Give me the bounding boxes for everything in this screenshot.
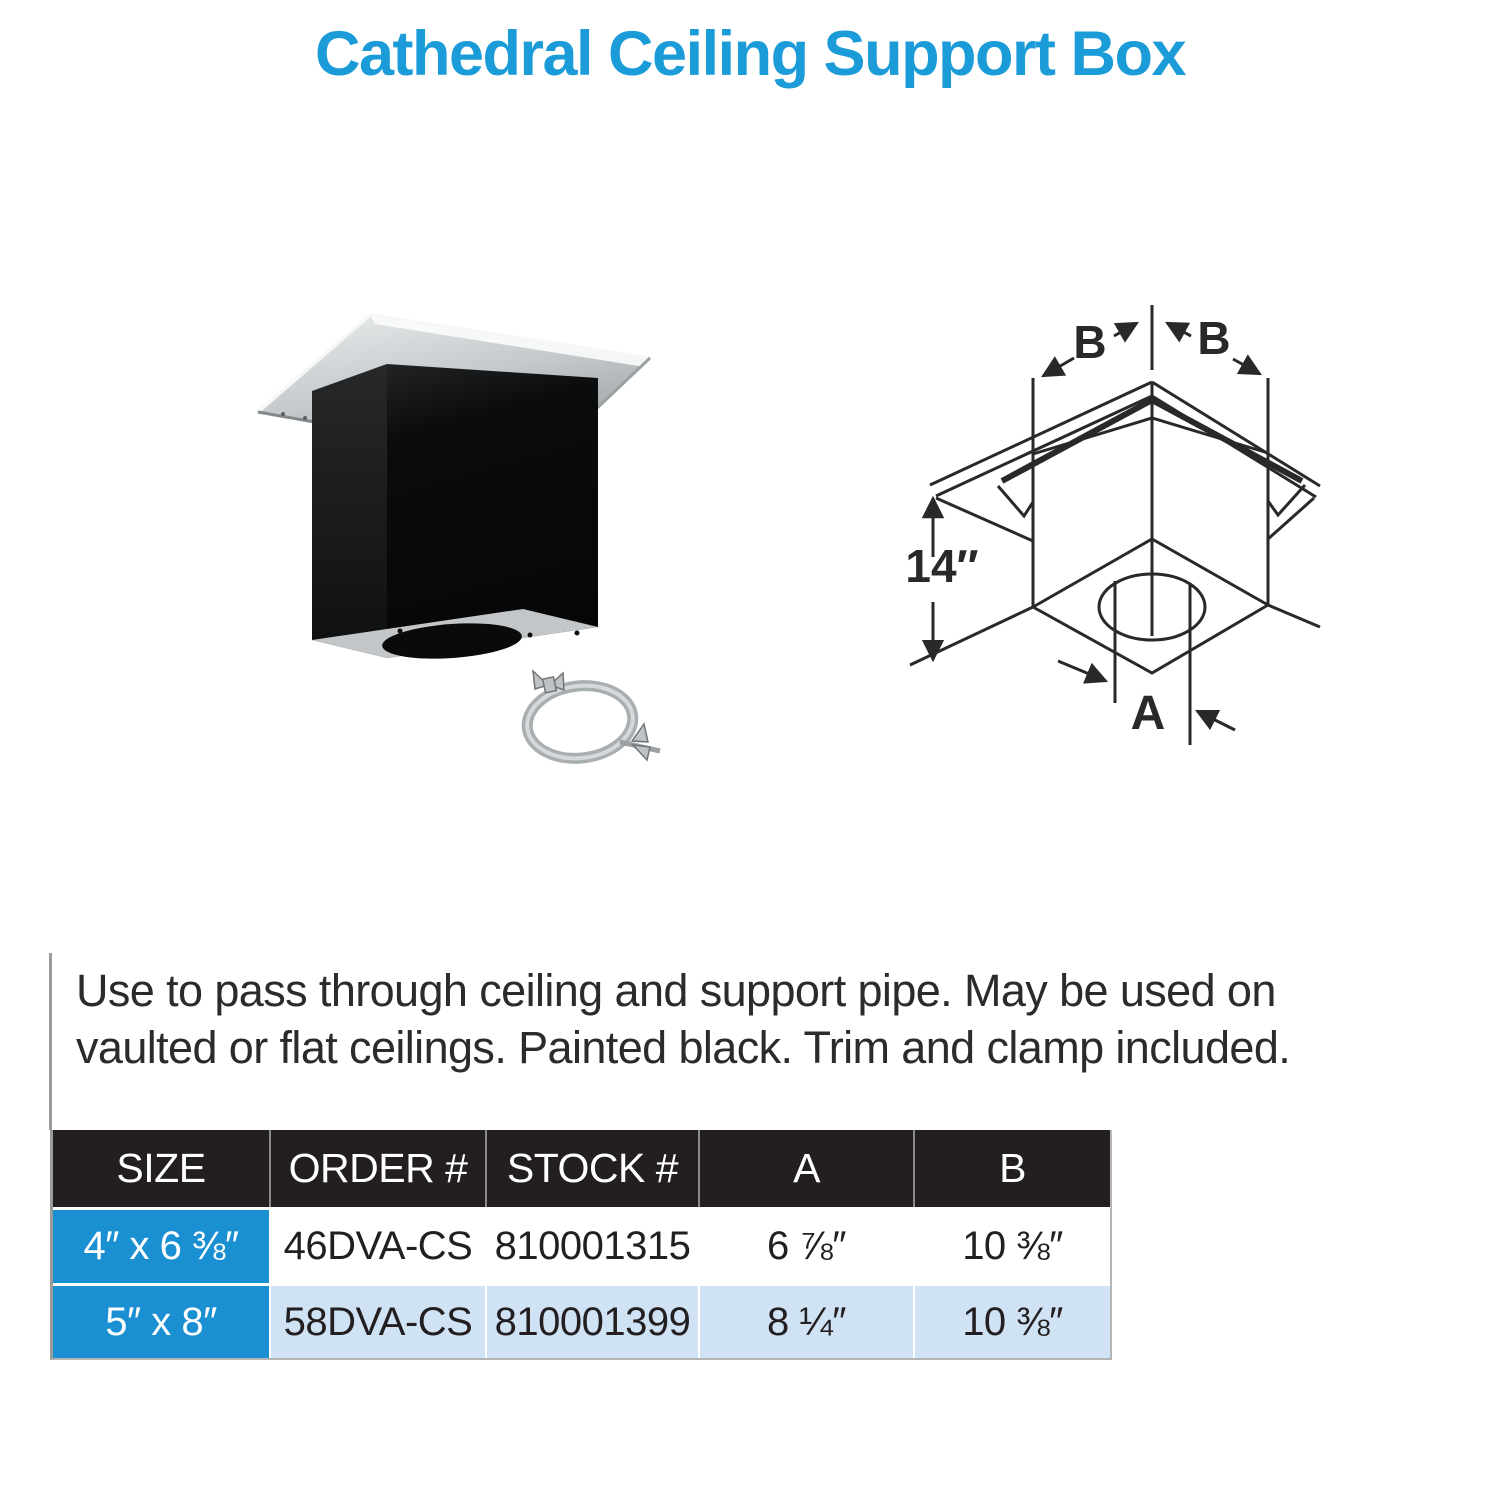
box-left-face (312, 364, 387, 658)
plate-screw (303, 416, 307, 420)
table-cell-size: 4″ x 6 ⅜″ (53, 1207, 269, 1283)
support-box-photo-illustration (230, 290, 710, 790)
dim-a-arrow-right (1197, 711, 1235, 730)
pipe-clamp (523, 671, 660, 764)
dimension-diagram (890, 270, 1330, 770)
product-description (52, 962, 1290, 1076)
table-cell-b: 10 ⅜″ (913, 1207, 1110, 1283)
dim-b-right-arrow (1233, 359, 1260, 374)
rivet (575, 631, 580, 636)
table-cell-a: 8 ¼″ (698, 1283, 913, 1358)
column-header-a: A (698, 1130, 913, 1207)
description-line: vaulted or flat ceilings. Painted black. Trim and clamp included. (76, 1022, 1291, 1073)
rivet (485, 629, 490, 634)
extension-line-bottom-right (1268, 605, 1320, 627)
table-cell-stock: 810001399 (485, 1283, 698, 1358)
dim-b-right-label: B (1197, 312, 1231, 364)
dim-b-left-arrow (1043, 358, 1074, 376)
table-cell-b: 10 ⅜″ (913, 1283, 1110, 1358)
description-line: Use to pass through ceiling and support pipe. May be used on (76, 965, 1276, 1016)
product-photo (230, 290, 710, 790)
plate-screw (281, 412, 285, 416)
rivet (528, 633, 533, 638)
spec-table (50, 1130, 1112, 1360)
dim-b-left-label: B (1073, 316, 1107, 368)
table-cell-stock: 810001315 (485, 1207, 698, 1283)
dim-a-arrow-left (1058, 661, 1106, 681)
table-cell-order: 58DVA-CS (269, 1283, 485, 1358)
plate-bottom-edges (936, 498, 1314, 541)
table-cell-size: 5″ x 8″ (53, 1283, 269, 1358)
extension-line-bottom-left (910, 607, 1033, 665)
support-box-line-drawing (890, 270, 1330, 770)
dim-b-right-arrow (1167, 323, 1191, 336)
dim-height-label: 14″ (905, 540, 979, 592)
table-cell-order: 46DVA-CS (269, 1207, 485, 1283)
column-header-stock: STOCK # (485, 1130, 698, 1207)
column-header-order: ORDER # (269, 1130, 485, 1207)
rivet (398, 629, 403, 634)
table-cell-a: 6 ⅞″ (698, 1207, 913, 1283)
page-title: Cathedral Ceiling Support Box (314, 19, 1186, 89)
column-header-size: SIZE (53, 1130, 269, 1207)
dim-a-label: A (1130, 687, 1166, 740)
column-header-b: B (913, 1130, 1110, 1207)
trim-flap-left (998, 486, 1033, 516)
dim-b-left-arrow (1114, 323, 1137, 336)
